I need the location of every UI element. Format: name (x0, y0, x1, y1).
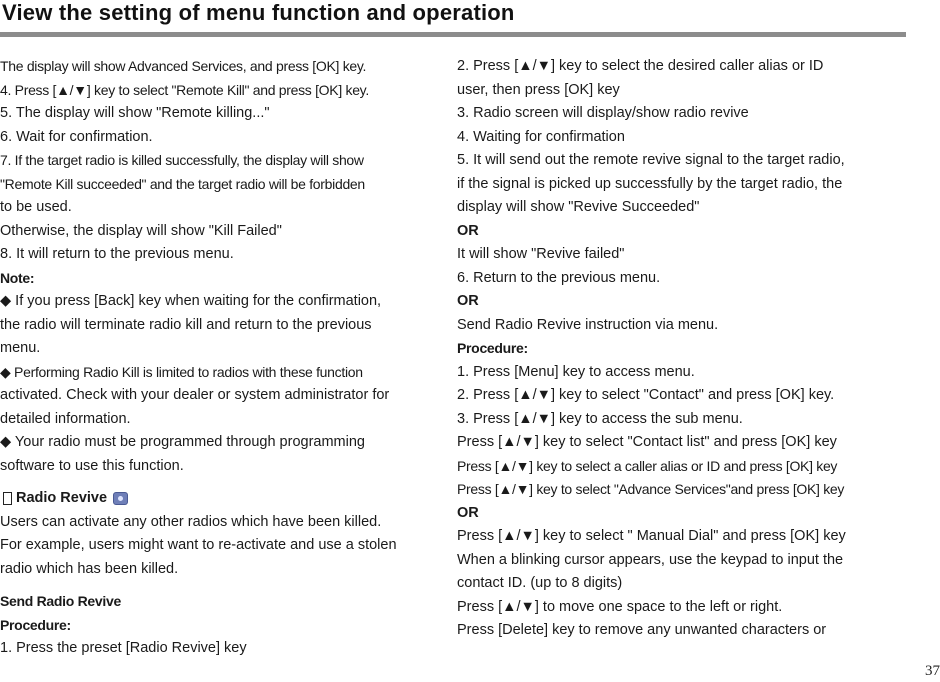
procedure-label: Procedure: (457, 340, 528, 356)
radio-revive-heading (0, 487, 436, 511)
title-divider (0, 32, 906, 37)
right-column (457, 55, 897, 643)
procedure-label: Procedure: (0, 616, 71, 633)
radio-revive-icon (113, 492, 128, 505)
text-line: Press [▲/▼] key to select "Advance Services"and press [OK] key (457, 481, 845, 497)
or-label: OR (457, 504, 479, 521)
text-line: 4. Press [▲/▼] key to select "Remote Kill" and press [OK] key. (0, 81, 369, 98)
text-line: The display will show Advanced Services, and press [OK] key. (0, 58, 367, 74)
page-title: View the setting of menu function and operation (2, 0, 515, 25)
or-label: OR (457, 222, 479, 239)
text-line: Users can activate any other radios which have been killed. (0, 513, 382, 530)
text-line: contact ID. (up to 8 digits) (457, 575, 623, 591)
text-line: Otherwise, the display will show "Kill Failed" (0, 222, 282, 239)
radio-revive-label: Radio Revive (16, 490, 108, 506)
note-label: Note: (0, 269, 35, 286)
left-column (0, 55, 436, 661)
send-radio-revive-heading: Send Radio Revive (0, 593, 121, 609)
or-label: OR (457, 293, 479, 309)
text-line: 1. Press [Menu] key to access menu. (457, 363, 695, 380)
text-line: 3. Press [▲/▼] key to access the sub menu. (457, 410, 743, 427)
text-line: For example, users might want to re-activate and use a stolen (0, 537, 397, 553)
checkbox-icon (3, 492, 12, 505)
text-line: ◆ Your radio must be programmed through programming (0, 434, 365, 450)
text-line: ◆ If you press [Back] key when waiting for the confirmation, (0, 293, 382, 309)
text-line: Press [▲/▼] key to select " Manual Dial" and press [OK] key (457, 528, 846, 544)
text-line: When a blinking cursor appears, use the keypad to input the (457, 551, 844, 568)
text-line: Send Radio Revive instruction via menu. (457, 316, 719, 333)
text-line: if the signal is picked up successfully by the target radio, the (457, 175, 843, 192)
text-line: the radio will terminate radio kill and return to the previous (0, 316, 372, 333)
text-line: Press [▲/▼] key to select "Contact list" and press [OK] key (457, 434, 837, 450)
text-line: user, then press [OK] key (457, 81, 620, 98)
text-line: to be used. (0, 199, 72, 215)
text-line: ◆ Performing Radio Kill is limited to radios with these function (0, 363, 363, 380)
text-line: display will show "Revive Succeeded" (457, 199, 700, 215)
text-line: software to use this function. (0, 457, 184, 474)
text-line: Press [▲/▼] to move one space to the left or right. (457, 598, 783, 615)
text-line: Press [Delete] key to remove any unwanted characters or (457, 622, 827, 638)
text-line: 6. Return to the previous menu. (457, 269, 661, 286)
text-line: menu. (0, 340, 41, 356)
text-line: radio which has been killed. (0, 560, 179, 577)
text-line: activated. Check with your dealer or system administrator for (0, 387, 390, 403)
text-line: "Remote Kill succeeded" and the target radio will be forbidden (0, 175, 365, 192)
text-line: 1. Press the preset [Radio Revive] key (0, 640, 247, 656)
text-line: 4. Waiting for confirmation (457, 128, 625, 145)
text-line: 5. The display will show "Remote killing..." (0, 105, 270, 121)
text-line: 6. Wait for confirmation. (0, 128, 153, 145)
text-line: detailed information. (0, 410, 131, 427)
text-line: It will show "Revive failed" (457, 246, 625, 262)
text-line: 7. If the target radio is killed successfully, the display will show (0, 152, 364, 168)
text-line: 3. Radio screen will display/show radio revive (457, 105, 749, 121)
page-number: 37 (925, 663, 940, 679)
text-line: 8. It will return to the previous menu. (0, 246, 234, 262)
text-line: Press [▲/▼] key to select a caller alias or ID and press [OK] key (457, 457, 838, 474)
text-line: 5. It will send out the remote revive signal to the target radio, (457, 152, 845, 168)
text-line: 2. Press [▲/▼] key to select "Contact" and press [OK] key. (457, 387, 835, 403)
text-line: 2. Press [▲/▼] key to select the desired caller alias or ID (457, 58, 824, 74)
